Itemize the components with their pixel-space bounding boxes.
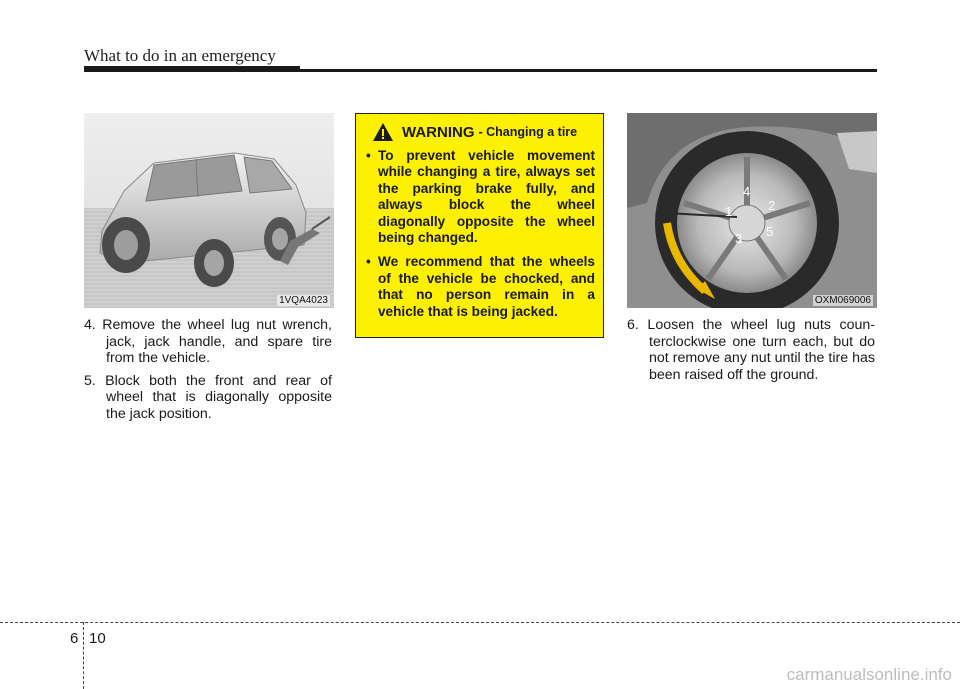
steps-left: [84, 317, 332, 429]
warning-box: [355, 113, 604, 338]
nut-label: 2: [768, 198, 776, 213]
warning-title: [372, 122, 595, 142]
bullet-icon: •: [366, 254, 371, 270]
nut-label: 4: [743, 184, 751, 199]
warning-item: • We recommend that the wheels of the vehicle be chocked, and that no person remain in a vehicle that is being jacked.: [366, 254, 595, 319]
page-section-title: What to do in an emergency: [84, 46, 276, 65]
nut-label: 1: [725, 204, 733, 219]
footer-rule: [0, 622, 960, 623]
car-illustration-graphic: [84, 113, 334, 308]
warning-triangle-icon: [372, 122, 394, 142]
nut-label: 3: [735, 231, 743, 246]
wheel-lug-nut-illustration: [627, 113, 877, 308]
page-number: 10: [89, 630, 106, 647]
footer-divider: [83, 622, 84, 689]
chapter-number: 6: [70, 630, 79, 647]
warning-subtitle: - Changing a tire: [478, 125, 578, 139]
step-item: 5. Block both the front and rear of wheel that is diagonally opposite the jack position.: [84, 372, 332, 422]
figure-caption: OXM069006: [814, 295, 871, 306]
wheel-illustration-graphic: [627, 113, 877, 308]
warning-list: [364, 148, 595, 320]
step-item: 6. Loosen the wheel lug nuts coun-terclockwise one turn each, but do not remove any nut until the tire has been raised off the ground.: [627, 317, 875, 383]
figure-caption: 1VQA4023: [279, 295, 328, 306]
watermark: carmanualsonline.info: [786, 665, 952, 684]
header-rule: [84, 69, 877, 72]
nut-label: 5: [766, 224, 774, 239]
car-jack-illustration: [84, 113, 334, 308]
warning-word: WARNING: [402, 123, 475, 141]
warning-item: • To prevent vehicle movement while changing a tire, always set the parking brake fully, and always block the wheel diagonally opposite the wheel being changed.: [366, 148, 595, 246]
step-item: 4. Remove the wheel lug nut wrench, jack, jack handle, and spare tire from the vehicle.: [84, 317, 332, 367]
bullet-icon: •: [366, 148, 371, 163]
steps-right: [627, 317, 875, 389]
